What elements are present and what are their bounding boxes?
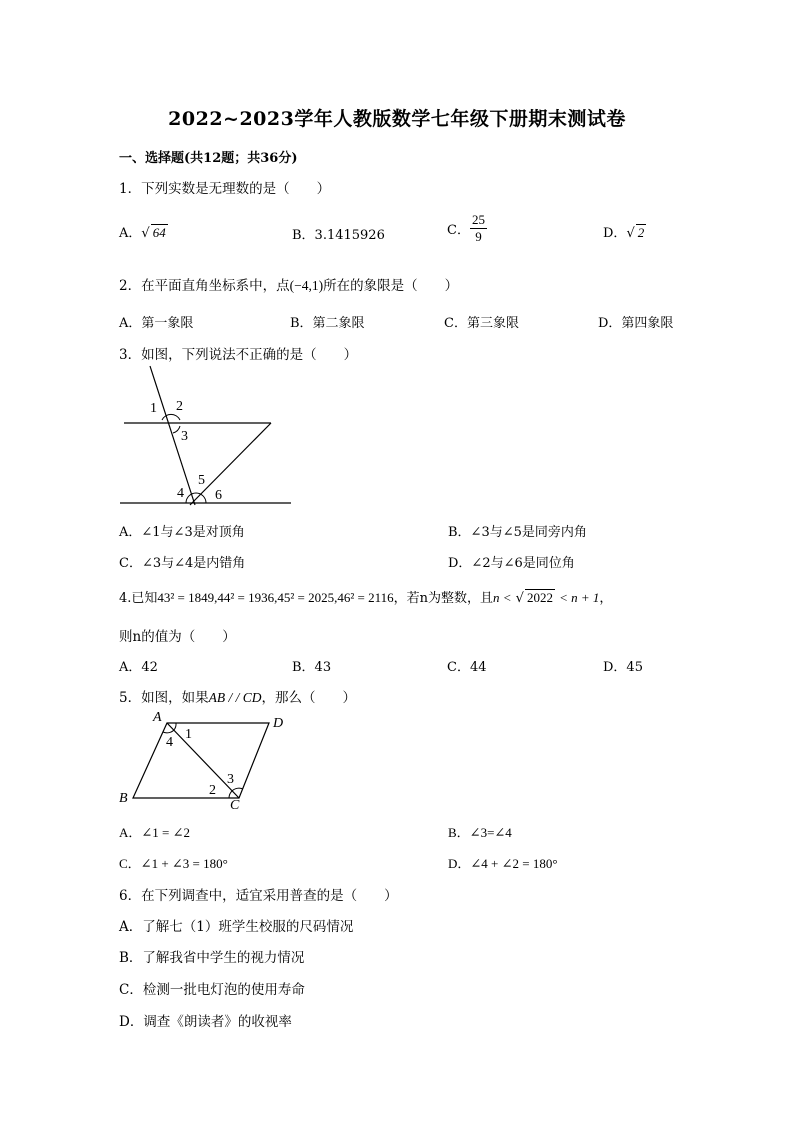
q3-arc-4-5-6 (186, 493, 206, 503)
q4-option-d: D．45 (603, 660, 643, 675)
q3-label-5: 5 (198, 473, 205, 488)
q3-arc-3 (173, 426, 180, 433)
q5-option-d: D．∠4 + ∠2 = 180° (448, 856, 558, 871)
q3-label-2: 2 (176, 399, 183, 414)
q3-option-d: D．∠2与∠6是同位角 (448, 556, 575, 571)
q5-stem: 5．如图，如果AB / / CD，那么（ ） (119, 690, 356, 706)
q5-arc-4 (163, 730, 174, 733)
q1-option-d: D．√ 2 (603, 225, 645, 241)
q5-option-b: B．∠3=∠4 (448, 825, 512, 840)
q4-option-a: A．42 (119, 660, 158, 675)
q3-slant-line (190, 423, 271, 505)
q6-option-d: D．调查《朗读者》的收视率 (119, 1014, 292, 1030)
q5-point-b: B (119, 791, 128, 806)
q5-angle-3: 3 (227, 772, 234, 787)
q5-point-a: A (153, 710, 162, 725)
q3-stem: 3．如图，下列说法不正确的是（ ） (119, 347, 358, 363)
q3-option-c: C．∠3与∠4是内错角 (119, 556, 246, 571)
q5-point-c: C (230, 798, 240, 812)
q6-option-b: B．了解我省中学生的视力情况 (119, 950, 305, 966)
q3-option-a: A．∠1与∠3是对顶角 (119, 525, 245, 540)
q2-stem: 2．在平面直角坐标系中，点(−4,1)所在的象限是（ ） (119, 278, 459, 294)
page-title: 2022~2023学年人教版数学七年级下册期末测试卷 (168, 108, 626, 130)
q5-angle-2: 2 (209, 783, 216, 798)
q5-parallelogram (133, 723, 269, 798)
q5-option-a: A．∠1 = ∠2 (119, 825, 191, 840)
q3-label-3: 3 (181, 429, 188, 444)
q5-arc-1 (174, 723, 176, 730)
q5-figure (115, 706, 295, 812)
q6-option-a: A．了解七（1）班学生校服的尺码情况 (119, 919, 354, 935)
q6-option-c: C．检测一批电灯泡的使用寿命 (119, 982, 305, 998)
q4-option-c: C．44 (447, 660, 487, 675)
q3-option-b: B．∠3与∠5是同旁内角 (448, 525, 587, 540)
q3-label-4: 4 (177, 486, 184, 501)
q1-option-a: A．√ 64 (119, 225, 166, 241)
q1-option-b: B．3.1415926 (292, 228, 385, 243)
q4-stem: 4.已知43² = 1849,44² = 1936,45² = 2025,46² = 2116，若n为整数，且n < √ 2022 < n + 1， (119, 590, 613, 606)
q5-angle-4: 4 (166, 735, 173, 750)
q5-arc-2 (229, 791, 232, 798)
section-heading: 一、选择题(共12题；共36分) (119, 151, 298, 166)
q5-option-c: C．∠1 + ∠3 = 180° (119, 856, 228, 871)
q2-option-d: D．第四象限 (598, 316, 674, 331)
q2-option-b: B．第二象限 (290, 316, 365, 331)
q5-point-d: D (273, 716, 284, 731)
q1-stem: 1．下列实数是无理数的是（ ） (119, 181, 331, 197)
q3-arc-1-2 (162, 414, 180, 420)
q4-option-b: B．43 (292, 660, 332, 675)
q6-stem: 6．在下列调查中，适宜采用普查的是（ ） (119, 888, 398, 904)
q3-transversal (150, 366, 195, 505)
q5-angle-1: 1 (185, 727, 192, 742)
q2-option-a: A．第一象限 (119, 316, 194, 331)
q3-label-1: 1 (150, 401, 157, 416)
q3-figure (110, 362, 300, 512)
q4-stem-line2: 则n的值为（ ） (119, 629, 236, 645)
q2-option-c: C．第三象限 (444, 316, 519, 331)
q1-option-c: C． $\frac{25}{9}$ (447, 212, 485, 244)
q3-label-6: 6 (215, 488, 222, 503)
